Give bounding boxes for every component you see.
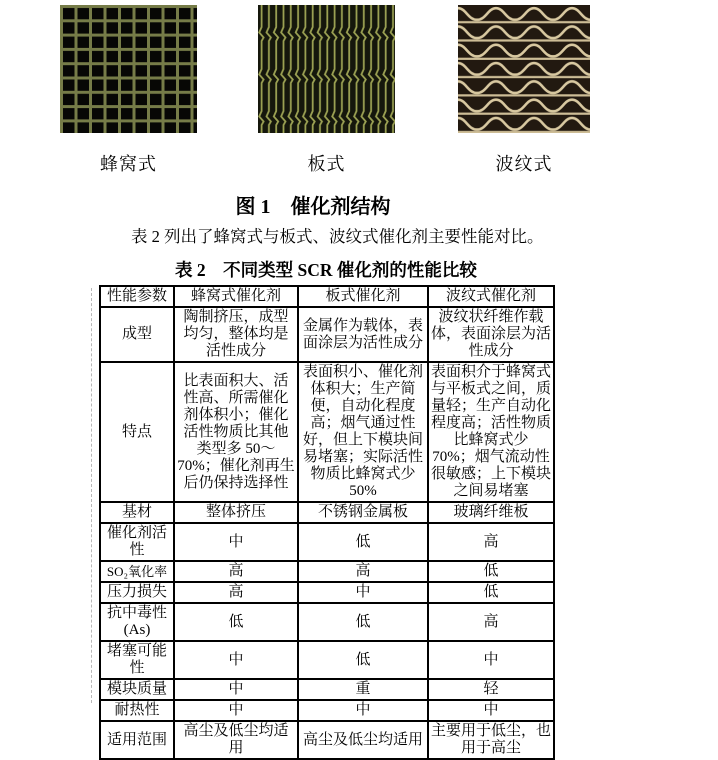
row-cell: 低 [298, 523, 428, 561]
plate-texture [258, 5, 395, 133]
honeycomb-label: 蜂窝式 [100, 154, 157, 174]
row-cell: 低 [298, 603, 428, 641]
row-cell: 主要用于低尘，也用于高尘 [428, 721, 554, 759]
row-cell: 中 [174, 700, 298, 721]
row-param: 催化剂活性 [100, 523, 174, 561]
corrugated-texture [458, 5, 590, 133]
table-row [100, 721, 554, 759]
row-param: 基材 [100, 502, 174, 523]
row-param: 堵塞可能性 [100, 641, 174, 679]
honeycomb-structure-image [60, 5, 197, 133]
row-cell: 波纹状纤维作载体，表面涂层为活性成分 [428, 307, 554, 362]
plate-label: 板式 [307, 154, 346, 174]
row-param: 抗中毒性(As) [100, 603, 174, 641]
honeycomb-texture [60, 5, 197, 133]
row-cell: 重 [298, 679, 428, 700]
row-cell: 不锈钢金属板 [298, 502, 428, 523]
plate-structure-image [258, 5, 395, 133]
row-param: SO₂氧化率 [100, 561, 174, 582]
row-cell: 低 [428, 582, 554, 603]
row-param: 适用范围 [100, 721, 174, 759]
row-cell: 高尘及低尘均适用 [174, 721, 298, 759]
table-row [100, 307, 554, 362]
row-param: 成型 [100, 307, 174, 362]
row-cell: 陶制挤压，成型均匀，整体均是活性成分 [174, 307, 298, 362]
row-cell: 高 [174, 582, 298, 603]
row-cell: 高 [428, 603, 554, 641]
corrugated-label: 波纹式 [495, 154, 553, 174]
corrugated-structure-image [458, 5, 590, 133]
table-row [100, 603, 554, 641]
row-param: 特点 [100, 362, 174, 502]
row-cell: 比表面积大、活性高、所需催化剂体积小；催化活性物质比其他类型多 50～70%；催化剂再生后仍保持选择性 [174, 362, 298, 502]
row-cell: 低 [298, 641, 428, 679]
row-cell: 表面积小、催化剂体积大；生产简便，自动化程度高；烟气通过性好，但上下模块间易堵塞；实际活性物质比蜂窝式少 50% [298, 362, 428, 502]
column-header: 性能参数 [100, 286, 174, 307]
row-cell: 中 [174, 679, 298, 700]
row-param: 模块质量 [100, 679, 174, 700]
row-param: 压力损失 [100, 582, 174, 603]
table-title: 表 2 不同类型 SCR 催化剂的性能比较 [175, 260, 477, 280]
table-row [100, 641, 554, 679]
catalyst-table-body [100, 286, 554, 759]
table-row [100, 582, 554, 603]
row-cell: 低 [428, 561, 554, 582]
row-cell: 高 [174, 561, 298, 582]
column-header: 波纹式催化剂 [428, 286, 554, 307]
table-row [100, 679, 554, 700]
figure-caption: 图 1 催化剂结构 [235, 196, 391, 218]
row-cell: 高 [428, 523, 554, 561]
row-cell: 整体挤压 [174, 502, 298, 523]
row-cell: 中 [428, 641, 554, 679]
table-row [100, 561, 554, 582]
table-row [100, 502, 554, 523]
row-cell: 金属作为载体，表面涂层为活性成分 [298, 307, 428, 362]
row-cell: 轻 [428, 679, 554, 700]
row-cell: 中 [298, 582, 428, 603]
row-cell: 高尘及低尘均适用 [298, 721, 428, 759]
column-header: 蜂窝式催化剂 [174, 286, 298, 307]
table-row [100, 362, 554, 502]
column-header: 板式催化剂 [298, 286, 428, 307]
row-cell: 中 [428, 700, 554, 721]
table-header-row [100, 286, 554, 307]
catalyst-comparison-table [99, 285, 555, 760]
row-cell: 低 [174, 603, 298, 641]
row-cell: 玻璃纤维板 [428, 502, 554, 523]
table-row [100, 523, 554, 561]
body-paragraph: 表 2 列出了蜂窝式与板式、波纹式催化剂主要性能对比。 [131, 227, 544, 246]
left-dashed-guide [91, 288, 92, 703]
row-param: 耐热性 [100, 700, 174, 721]
row-cell: 中 [298, 700, 428, 721]
row-cell: 中 [174, 523, 298, 561]
table-row [100, 700, 554, 721]
row-cell: 中 [174, 641, 298, 679]
row-cell: 表面积介于蜂窝式与平板式之间，质量轻；生产自动化程度高；活性物质比蜂窝式少 70%；烟气流动性很敏感；上下模块之间易堵塞 [428, 362, 554, 502]
row-cell: 高 [298, 561, 428, 582]
